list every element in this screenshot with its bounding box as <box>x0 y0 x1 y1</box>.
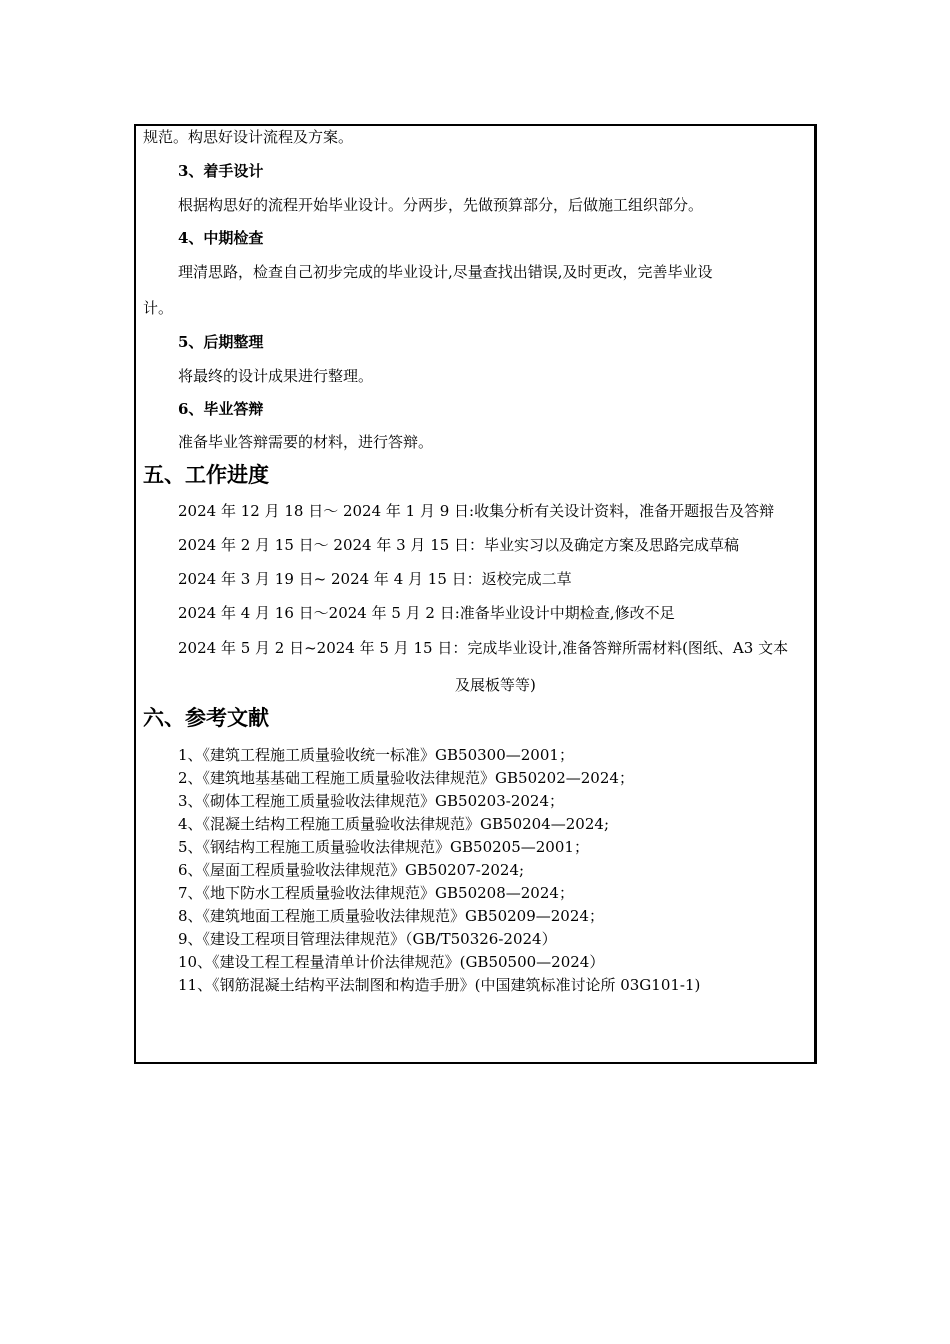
reference-item: 9、《建设工程项目管理法律规范》（GB/T50326-2024） <box>178 930 557 948</box>
schedule-heading: 五、工作进度 <box>143 463 269 487</box>
step6-title: 6、毕业答辩 <box>178 400 264 418</box>
continued-paragraph: 规范。构思好设计流程及方案。 <box>143 128 354 146</box>
reference-item: 1、《建筑工程施工质量验收统一标准》GB50300—2001； <box>178 746 574 764</box>
step5-title: 5、后期整理 <box>178 333 264 351</box>
reference-item: 6、《屋面工程质量验收法律规范》GB50207-2024; <box>178 861 525 879</box>
reference-item: 7、《地下防水工程质量验收法律规范》GB50208—2024； <box>178 884 574 902</box>
step3-text: 根据构思好的流程开始毕业设计。分两步，先做预算部分，后做施工组织部分。 <box>178 196 704 214</box>
schedule-item: 2024 年 2 月 15 日～ 2024 年 3 月 15 日：毕业实习以及确定方案及思路完成草稿 <box>178 536 740 554</box>
step4-text-line1: 理清思路，检查自己初步完成的毕业设计,尽量查找出错误,及时更改，完善毕业设 <box>178 263 713 281</box>
reference-item: 5、《钢结构工程施工质量验收法律规范》GB50205—2001； <box>178 838 589 856</box>
step6-text: 准备毕业答辩需要的材料，进行答辩。 <box>178 433 434 451</box>
schedule-item: 2024 年 4 月 16 日～2024 年 5 月 2 日:准备毕业设计中期检查,修改不足 <box>178 604 675 622</box>
schedule-item: 2024 年 12 月 18 日～ 2024 年 1 月 9 日:收集分析有关设计资料，准备开题报告及答辩 <box>178 502 775 520</box>
references-heading: 六、参考文献 <box>143 706 269 730</box>
reference-item: 2、《建筑地基基础工程施工质量验收法律规范》GB50202—2024； <box>178 769 634 787</box>
step5-text: 将最终的设计成果进行整理。 <box>178 367 374 385</box>
reference-item: 10、《建设工程工程量清单计价法律规范》(GB50500—2024） <box>178 953 605 971</box>
reference-item: 4、《混凝土结构工程施工质量验收法律规范》GB50204—2024; <box>178 815 609 833</box>
reference-item: 11、《钢筋混凝土结构平法制图和构造手册》(中国建筑标准讨论所 03G101-1) <box>178 976 701 994</box>
reference-item: 3、《砌体工程施工质量验收法律规范》GB50203-2024； <box>178 792 565 810</box>
step3-title: 3、着手设计 <box>178 162 264 180</box>
schedule-item-continuation: 及展板等等) <box>455 676 536 694</box>
schedule-item: 2024 年 3 月 19 日~ 2024 年 4 月 15 日：返校完成二草 <box>178 570 572 588</box>
step4-text-line2: 计。 <box>143 299 174 317</box>
step4-title: 4、中期检查 <box>178 229 264 247</box>
schedule-item: 2024 年 5 月 2 日~2024 年 5 月 15 日：完成毕业设计,准备答辩所需材料(图纸、A3 文本 <box>178 639 789 657</box>
reference-item: 8、《建筑地面工程施工质量验收法律规范》GB50209—2024； <box>178 907 604 925</box>
